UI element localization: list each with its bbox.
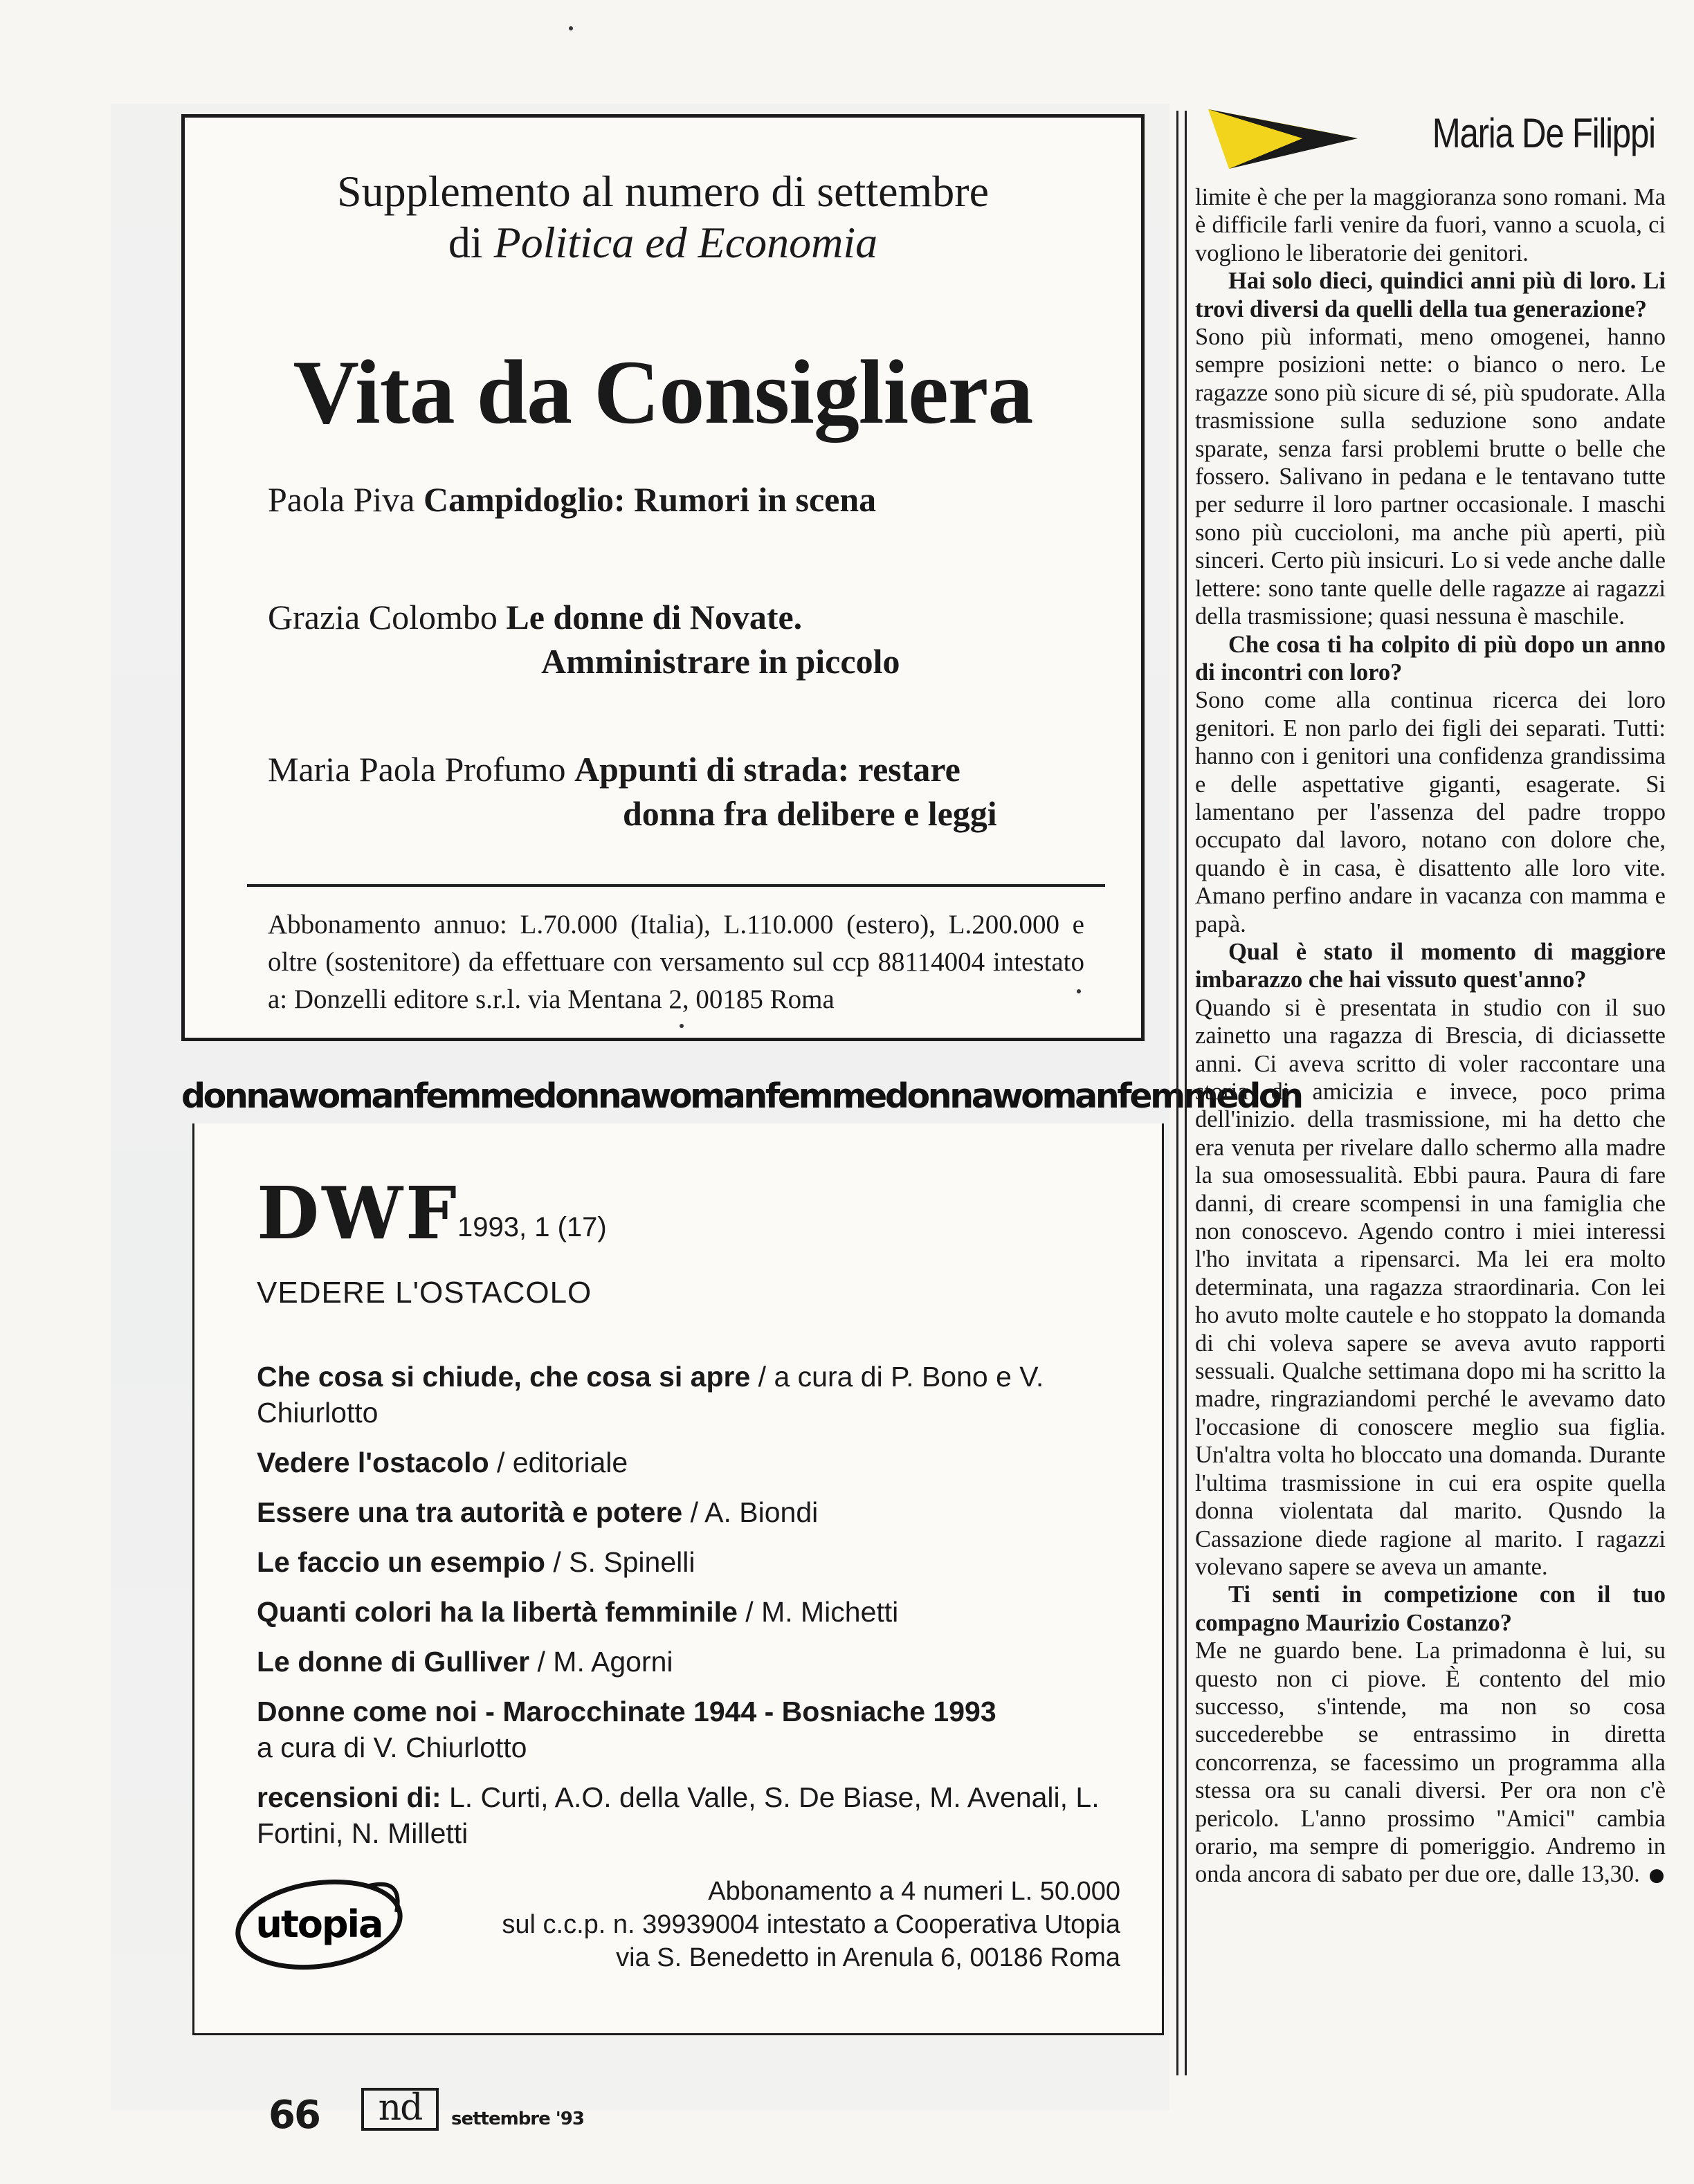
toc-title: Le donne di Gulliver	[257, 1646, 530, 1678]
toc-item	[257, 1444, 1129, 1480]
end-bullet-icon	[1650, 1869, 1664, 1883]
entry-title: Campidoglio: Rumori in scena	[423, 480, 877, 519]
toc-author: / A. Biondi	[690, 1496, 819, 1528]
utopia-logo	[230, 1871, 412, 1974]
toc-item	[257, 1594, 1129, 1630]
interview-answer: Sono come alla continua ricerca dei loro genitori. E non parlo dei figli dei separati. Tutti: hanno con i genitori una confidenza grandissima e delle aspettative giganti, esagerate. Si lamentano per l'assenza del padre troppo occupato dal lavoro, notano con dolore che, quando è in casa, è disattento alle loro vite. Amano perfino andare in vacanza con mamma e papà.	[1195, 687, 1666, 937]
dwf-subscription	[502, 1875, 1120, 1974]
dwf-issue: 1993, 1 (17)	[457, 1212, 607, 1242]
interview-answer: Quando si è presentata in studio con il suo zainetto una ragazza di Brescia, di diciassette anni. Ci aveva scritto di voler raccontare una storia di amicizia e invece, poco prima dell'inizio. della trasmissione, mi ha detto che era venuta per rivelare dallo schermo alla madre la sua omosessualità. Ebbi paura. Paura di fare danni, di creare scompensi in una famiglia che non conoscevo. Agendo contro i miei interessi l'ho invitata a ripensarci. Ma lei era molto determinata, una ragazza straordinaria. Con lei ho avuto molte cautele e ho stoppato la domanda di chi voleva sapere se aveva avuto rapporti sessuali. Qualche settimana dopo mi ha scritto la madre, ringraziandomi perché le avevamo dato l'occasione di conoscere meglio sua figlia. Un'altra volta ho bloccato una domanda. Durante l'ultima trasmissione in cui era ospite quella donna violentata dal marito. Qusndo la Cassazione diede ragione al marito. I ragazzi volevano sapere se aveva un amante.	[1195, 994, 1666, 1580]
divider	[247, 884, 1105, 887]
toc-author: / a cura di P. Bono e V. Chiurlotto	[257, 1361, 1044, 1429]
interview-answer: limite è che per la maggioranza sono romani. Ma è difficile farli venire da fuori, vanno a scuola, ci vogliono le liberatorie dei genitori.	[1195, 184, 1666, 266]
toc-author: / M. Michetti	[745, 1596, 899, 1628]
supplement-line1: Supplemento al numero di settembre	[337, 167, 989, 216]
arrow-pointer-icon	[1199, 102, 1372, 178]
subscription-line: sul c.c.p. n. 39939004 intestato a Cooperativa Utopia	[502, 1910, 1120, 1939]
subscription-info: Abbonamento annuo: L.70.000 (Italia), L.110.000 (estero), L.200.000 e oltre (sostenitore) da effettuare con versamento sul ccp 88114004 intestato a: Donzelli editore s.r.l. via Mentana 2, 00185 Roma	[268, 910, 1084, 1014]
dwf-theme: VEDERE L'OSTACOLO	[257, 1276, 592, 1310]
toc-author: L. Curti, A.O. della Valle, S. De Biase, M. Avenali, L. Fortini, N. Milletti	[257, 1781, 1100, 1849]
subscription-line: via S. Benedetto in Arenula 6, 00186 Roma	[616, 1943, 1120, 1972]
interview-question: Ti senti in competizione con il tuo compagno Maurizio Costanzo?	[1195, 1581, 1666, 1636]
toc-author: / M. Agorni	[537, 1646, 673, 1678]
toc-item	[257, 1644, 1129, 1680]
toc-title: Essere una tra autorità e potere	[257, 1496, 683, 1528]
page-number: 66	[268, 2093, 320, 2138]
entry-title-cont: donna fra delibere e leggi	[623, 794, 997, 833]
dwf-logo: DWF	[257, 1171, 459, 1256]
interview-text	[1195, 183, 1666, 1889]
entry-title-cont: Amministrare in piccolo	[541, 642, 900, 681]
toc-title: Vedere l'ostacolo	[257, 1447, 489, 1478]
toc-author: / S. Spinelli	[553, 1546, 695, 1578]
toc-title: recensioni di:	[257, 1781, 441, 1813]
supplement-heading	[185, 166, 1141, 268]
supplement-prefix: di	[448, 218, 483, 267]
ad-dwf	[192, 1123, 1164, 2035]
print-speck	[1077, 989, 1081, 993]
interview-question: Qual è stato il momento di maggiore imbarazzo che hai vissuto quest'anno?	[1195, 938, 1666, 993]
dwf-contents	[257, 1359, 1129, 1865]
interview-question: Hai solo dieci, quindici anni più di loro. Li trovi diversi da quelli della tua generazione?	[1195, 268, 1666, 322]
entry-title: Appunti di strada: restare	[574, 750, 960, 789]
subscription-line: Abbonamento a 4 numeri L. 50.000	[708, 1877, 1120, 1906]
entry-author: Paola Piva	[268, 480, 415, 519]
utopia-logo-text: utopia	[255, 1902, 383, 1946]
toc-item	[257, 1494, 1129, 1530]
contents-entry	[268, 595, 900, 683]
toc-title: Che cosa si chiude, che cosa si apre	[257, 1361, 751, 1393]
interview-question: Che cosa ti ha colpito di più dopo un anno di incontri con loro?	[1195, 631, 1666, 686]
interviewee-name: Maria De Filippi	[1432, 110, 1655, 156]
magazine-logo: nd	[361, 2088, 439, 2131]
toc-author: a cura di V. Chiurlotto	[257, 1732, 527, 1763]
print-speck	[569, 26, 573, 30]
toc-item	[257, 1544, 1129, 1580]
toc-item	[257, 1694, 1129, 1765]
toc-item	[257, 1359, 1129, 1431]
supplement-journal: Politica ed Economia	[493, 218, 878, 267]
print-speck	[680, 1024, 684, 1028]
column-rule	[1185, 111, 1187, 2075]
entry-author: Grazia Colombo	[268, 598, 498, 636]
toc-title: Donne come noi - Marocchinate 1944 - Bosniache 1993	[257, 1696, 996, 1727]
entry-author: Maria Paola Profumo	[268, 750, 566, 789]
column-rule	[1176, 111, 1178, 2075]
interview-answer: Sono più informati, meno omogenei, hanno sempre posizioni nette: o bianco o nero. Le ragazze sono più sicure di sé, più spudorate. Alla trasmissione sulla seduzione sono andate sparate, senza farsi problemi brutte o belle che fossero. Salivano in pedana e le tentavano tutte per sedurre il loro partner occasionale. I maschi sono più cuccioloni, ma anche più aperti, più sinceri. Certo più insicuri. Lo si vede anche dalle lettere: sono tante quelle delle ragazze ai ragazzi della trasmissione; quasi nessuna è maschile.	[1195, 324, 1666, 630]
entry-title: Le donne di Novate.	[506, 598, 803, 636]
ad-politica-economia	[181, 114, 1145, 1041]
dwf-banner: donnawomanfemmedonnawomanfemmedonnawomanfemmedon	[181, 1076, 1302, 1116]
ad-headline: Vita da Consigliera	[293, 341, 1033, 443]
toc-title: Quanti colori ha la libertà femminile	[257, 1596, 738, 1628]
toc-item	[257, 1779, 1129, 1851]
interview-answer: Me ne guardo bene. La primadonna è lui, su questo non ci piove. È contento del mio successo, s'intende, ma non so cosa succederebbe se entrassimo in diretta concorrenza, se facessimo un programma alla stessa ora su canali diversi. Per ora non c'è pericolo. L'anno prossimo "Amici" cambia orario, ma sempre di pomeriggio. Andremo in onda ancora di sabato per due ore, dalle 13,30.	[1195, 1637, 1666, 1888]
contents-entry	[268, 747, 997, 836]
issue-date: settembre '93	[451, 2109, 584, 2129]
column-header	[1199, 102, 1655, 178]
contents-entry	[268, 477, 876, 522]
toc-author: / editoriale	[497, 1447, 628, 1478]
toc-title: Le faccio un esempio	[257, 1546, 545, 1578]
